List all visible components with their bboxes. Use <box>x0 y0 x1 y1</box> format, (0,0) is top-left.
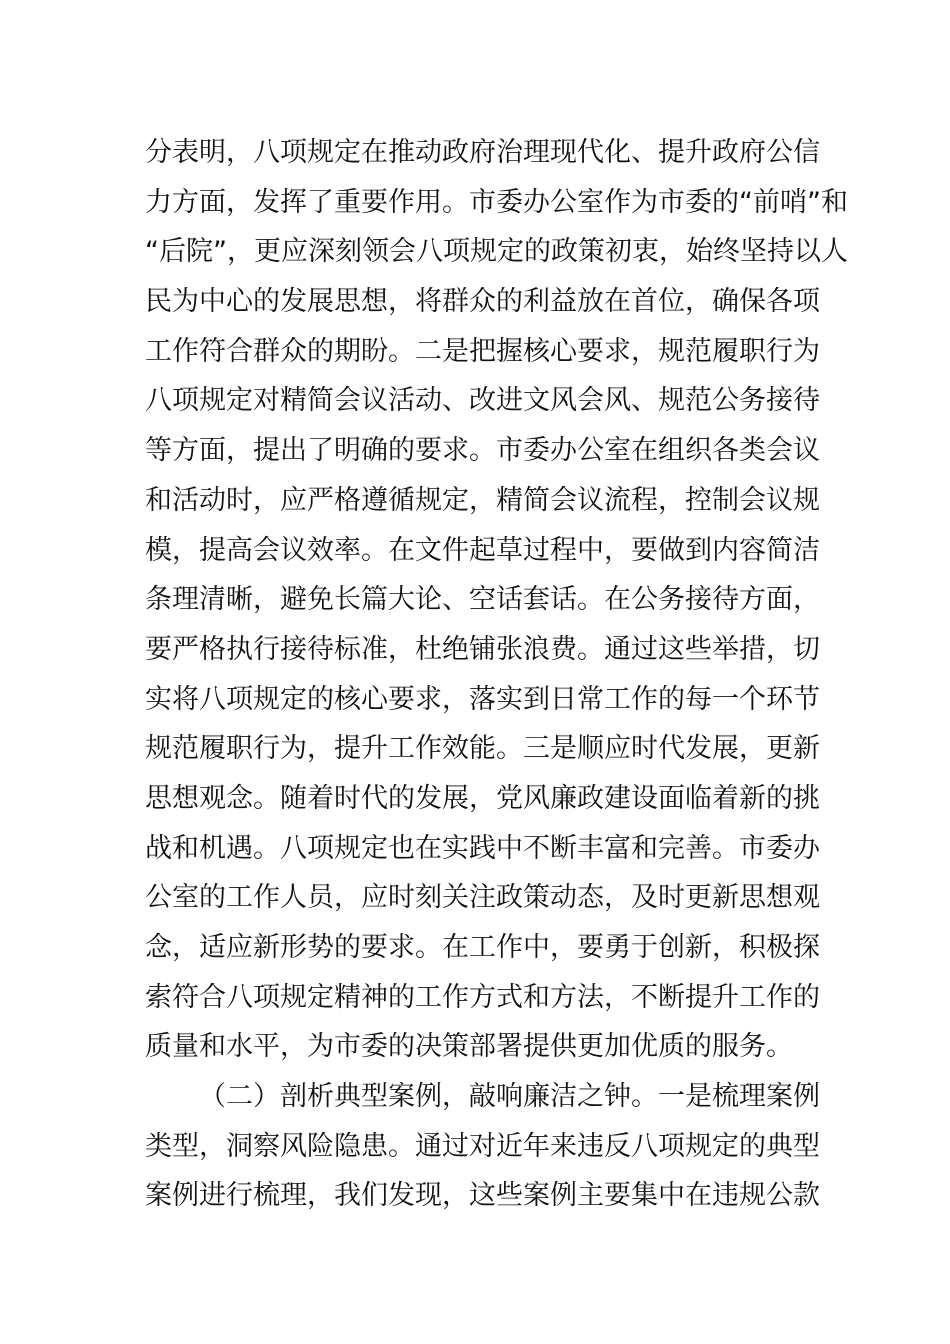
section-heading-line: （二）剖析典型案例，敲响廉洁之钟。一是梳理案例 <box>199 1081 820 1113</box>
text-line: 力方面，发挥了重要作用。市委办公室作为市委的“前哨”和 <box>145 186 848 218</box>
text-line: 民为中心的发展思想，将群众的利益放在首位，确保各项 <box>145 286 820 318</box>
text-line: 工作符合群众的期盼。二是把握核心要求，规范履职行为 <box>145 335 820 367</box>
text-line: 战和机遇。八项规定也在实践中不断丰富和完善。市委办 <box>145 832 820 864</box>
paragraph-end-line: 质量和水平，为市委的决策部署提供更加优质的服务。 <box>145 1031 793 1063</box>
text-line: 和活动时，应严格遵循规定，精简会议流程，控制会议规 <box>145 484 820 516</box>
text-line: 模，提高会议效率。在文件起草过程中，要做到内容简洁 <box>145 534 820 566</box>
text-line: “后院”，更应深刻领会八项规定的政策初衷，始终坚持以人 <box>145 236 848 268</box>
text-line: 念，适应新形势的要求。在工作中，要勇于创新，积极探 <box>145 932 820 963</box>
text-line: 实将八项规定的核心要求，落实到日常工作的每一个环节 <box>145 683 820 715</box>
text-line: 条理清晰，避免长篇大论、空话套话。在公务接待方面， <box>145 584 820 616</box>
text-line: 八项规定对精简会议活动、改进文风会风、规范公务接待 <box>145 385 820 417</box>
text-line: 索符合八项规定精神的工作方式和方法，不断提升工作的 <box>145 981 820 1013</box>
text-line: 等方面，提出了明确的要求。市委办公室在组织各类会议 <box>145 435 820 467</box>
text-line: 类型，洞察风险隐患。通过对近年来违反八项规定的典型 <box>145 1130 820 1162</box>
text-line: 要严格执行接待标准，杜绝铺张浪费。通过这些举措，切 <box>145 633 820 665</box>
text-line: 公室的工作人员，应时刻关注政策动态，及时更新思想观 <box>145 882 820 914</box>
text-line: 规范履职行为，提升工作效能。三是顺应时代发展，更新 <box>145 733 820 765</box>
body-text <box>145 128 848 1221</box>
text-line: 思想观念。随着时代的发展，党风廉政建设面临着新的挑 <box>145 782 820 814</box>
text-line: 分表明，八项规定在推动政府治理现代化、提升政府公信 <box>145 137 820 168</box>
text-line: 案例进行梳理，我们发现，这些案例主要集中在违规公款 <box>145 1180 820 1212</box>
